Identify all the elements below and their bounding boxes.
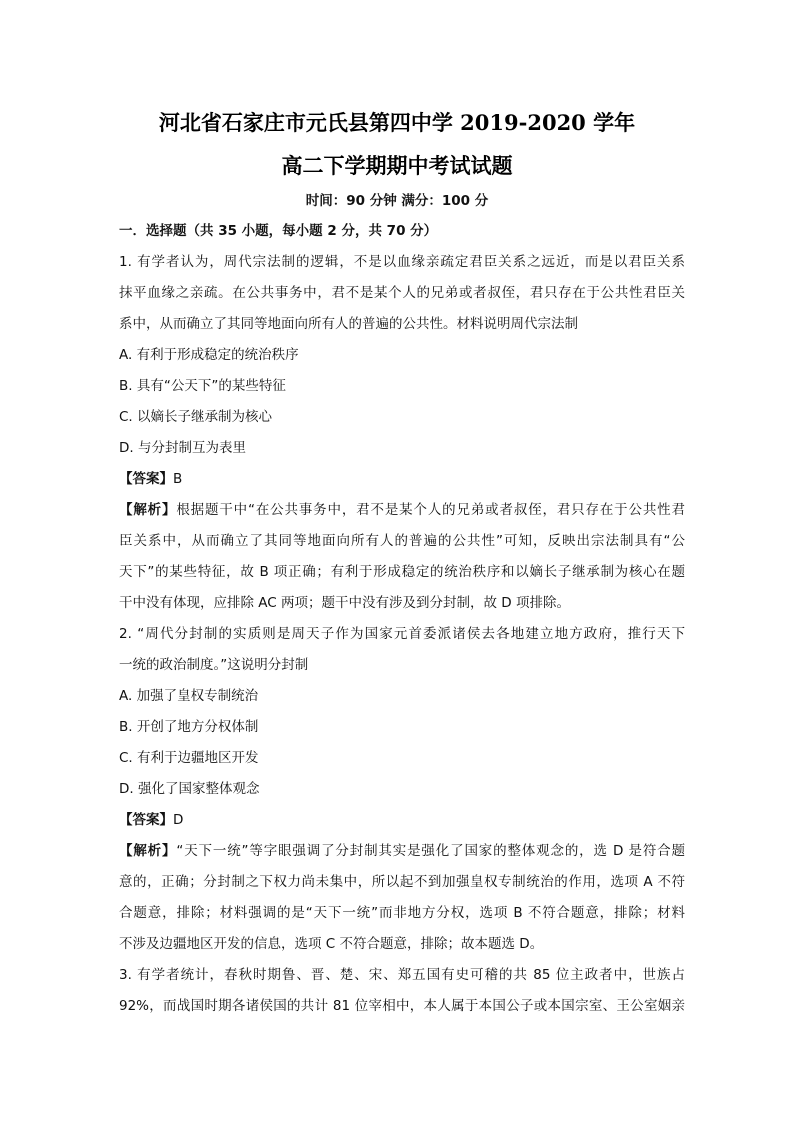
answer-label: 【答案】 <box>119 812 173 828</box>
q2-answer <box>119 805 685 836</box>
document-body <box>119 216 685 1022</box>
document-subtitle: 高二下学期期中考试试题 <box>281 153 513 178</box>
q1-option: B. 具有“公天下”的某些特征 <box>119 378 286 394</box>
answer-value: B <box>173 471 183 487</box>
analysis-text: 根据题干中“在公共事务中，君不是某个人的兄弟或者叔侄，君只存在于公共性君 <box>176 502 685 518</box>
q2-stem-line: 一统的政治制度。”这说明分封制 <box>119 657 309 673</box>
q1-option: A. 有利于形成稳定的统治秩序 <box>119 347 299 363</box>
q1-option: C. 以嫡长子继承制为核心 <box>119 409 273 425</box>
q1-answer <box>119 464 685 495</box>
q3-stem-line: 92%，而战国时期各诸侯国的共计 81 位宰相中，本人属于本国公子或本国宗室、王公室姻亲 <box>119 998 685 1014</box>
q1-option: D. 与分封制互为表里 <box>119 440 246 456</box>
q1-stem-line: 抹平血缘之亲疏。在公共事务中，君不是某个人的兄弟或者叔侄，君只存在于公共性君臣关 <box>119 285 685 301</box>
q2-option: B. 开创了地方分权体制 <box>119 719 259 735</box>
q1-analysis <box>119 495 685 526</box>
analysis-text: “天下一统”等字眼强调了分封制其实是强化了国家的整体观念的，选 D 是符合题 <box>176 843 685 859</box>
analysis-label: 【解析】 <box>119 843 177 859</box>
analysis-label: 【解析】 <box>119 502 177 518</box>
section-heading: 一．选择题（共 35 小题，每小题 2 分，共 70 分） <box>119 223 438 239</box>
q1-analysis-line: 天下”的某些特征，故 B 项正确；有利于形成稳定的统治秩序和以嫡长子继承制为核心在题 <box>119 564 685 580</box>
exam-meta: 时间：90 分钟 满分：100 分 <box>305 193 489 209</box>
document-title: 河北省石家庄市元氏县第四中学 2019-2020 学年 <box>158 110 636 135</box>
q2-option: D. 强化了国家整体观念 <box>119 781 260 797</box>
q2-analysis-line: 意的，正确；分封制之下权力尚未集中，所以起不到加强皇权专制统治的作用，选项 A 不符 <box>119 874 685 890</box>
q2-stem-line: 2. “周代分封制的实质则是周天子作为国家元首委派诸侯去各地建立地方政府，推行天下 <box>119 626 685 642</box>
q2-analysis-line: 合题意，排除；材料强调的是“天下一统”而非地方分权，选项 B 不符合题意，排除；材料 <box>119 905 685 921</box>
answer-label: 【答案】 <box>119 471 173 487</box>
q2-option: A. 加强了皇权专制统治 <box>119 688 259 704</box>
q1-analysis-line: 臣关系中，从而确立了其同等地面向所有人的普遍的公共性”可知，反映出宗法制具有“公 <box>119 533 685 549</box>
q1-analysis-line: 干中没有体现，应排除 AC 两项；题干中没有涉及到分封制，故 D 项排除。 <box>119 595 570 611</box>
q1-stem-line: 系中，从而确立了其同等地面向所有人的普遍的公共性。材料说明周代宗法制 <box>119 316 578 332</box>
q2-option: C. 有利于边疆地区开发 <box>119 750 259 766</box>
q1-stem-line: 1. 有学者认为，周代宗法制的逻辑，不是以血缘亲疏定君臣关系之远近，而是以君臣关系 <box>119 254 685 270</box>
q2-analysis <box>119 836 685 867</box>
q2-analysis-line: 不涉及边疆地区开发的信息，选项 C 不符合题意，排除；故本题选 D。 <box>119 936 544 952</box>
q3-stem-line: 3. 有学者统计，春秋时期鲁、晋、楚、宋、郑五国有史可稽的共 85 位主政者中，世族占 <box>119 967 685 983</box>
answer-value: D <box>173 812 184 828</box>
